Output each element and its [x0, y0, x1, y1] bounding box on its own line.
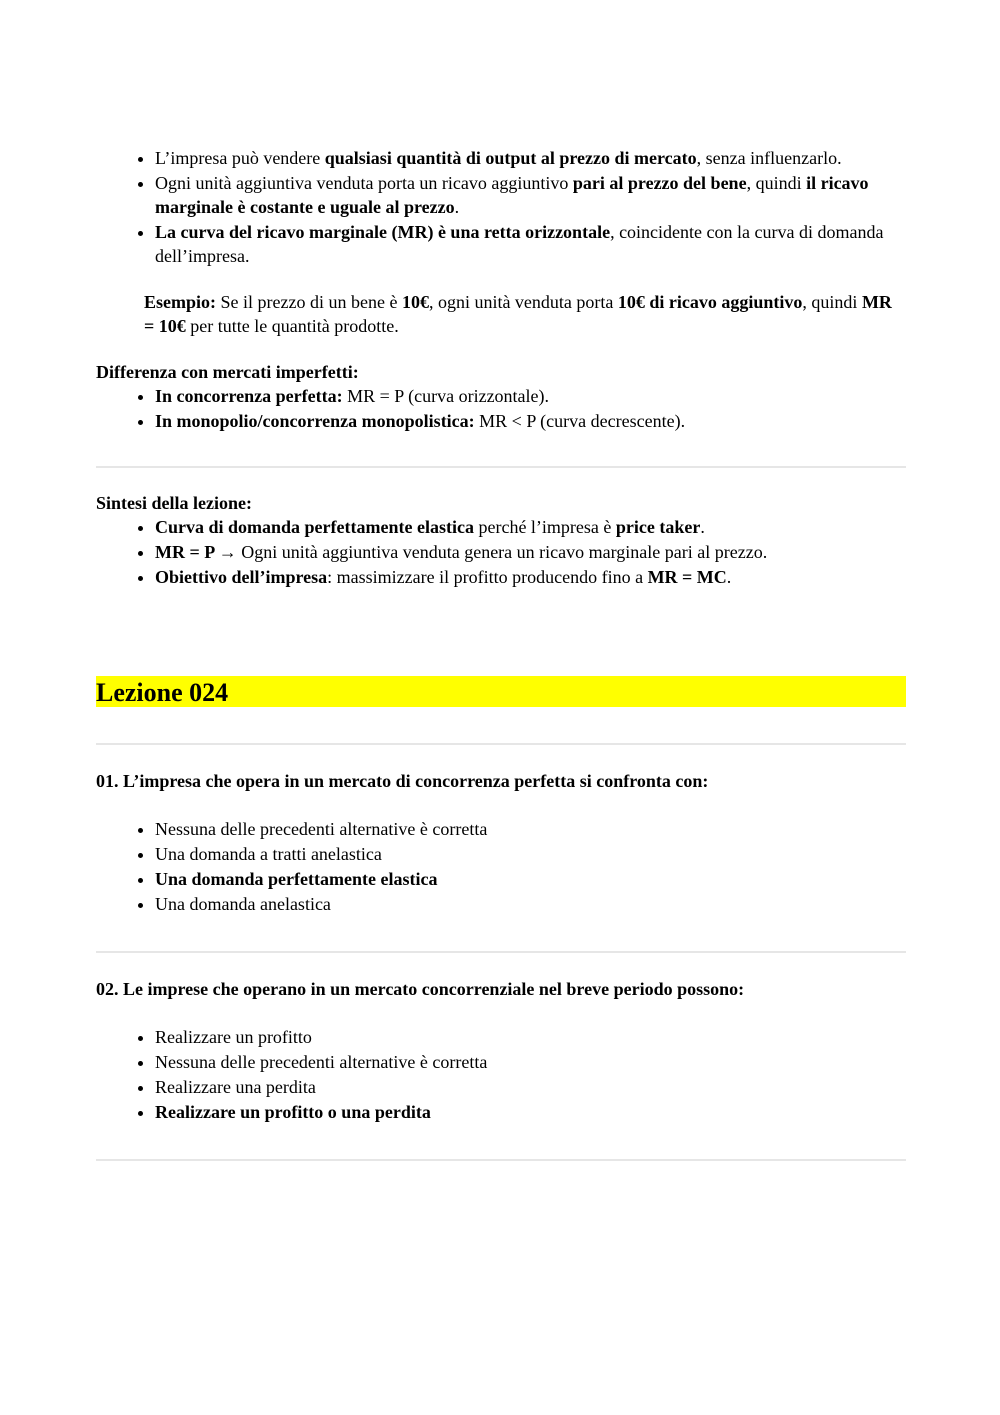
intro-bullet-list: [96, 146, 906, 268]
answer-list: [96, 1025, 906, 1124]
text: perché l’impresa è: [473, 517, 616, 537]
text: : massimizzare il profitto producendo fino a: [327, 567, 648, 587]
bold-text: Curva di domanda perfettamente elastica: [155, 517, 474, 537]
text: .: [454, 197, 460, 217]
list-item: [155, 515, 906, 539]
text: MR < P (curva decrescente).: [474, 411, 686, 431]
summary-heading: Sintesi della lezione:: [96, 493, 252, 513]
bold-text: La curva del ricavo marginale (MR) è una retta orizzontale: [155, 222, 611, 242]
list-item: [155, 171, 906, 219]
list-item: [155, 146, 906, 170]
answer-option: • Nessuna delle precedenti alternative è corretta: [155, 1050, 906, 1074]
bold-text: Obiettivo dell’impresa: [155, 567, 328, 587]
text: .: [700, 517, 705, 537]
answer-option: • Una domanda a tratti anelastica: [155, 842, 906, 866]
list-item: [155, 409, 906, 433]
answer-option: • Realizzare una perdita: [155, 1075, 906, 1099]
correct-answer: • Realizzare un profitto o una perdita: [155, 1100, 906, 1124]
bold-text: il ricavo marginale è costante e uguale al prezzo: [155, 173, 869, 217]
text: L’impresa può vendere: [155, 148, 325, 168]
list-item: [155, 384, 906, 408]
difference-heading: Differenza con mercati imperfetti:: [96, 362, 359, 382]
text: , senza influenzarlo.: [696, 148, 842, 168]
answer-option: • Una domanda anelastica: [155, 892, 906, 916]
question-text: 02. Le imprese che operano in un mercato concorrenziale nel breve periodo possono:: [96, 979, 745, 999]
bold-text: In monopolio/concorrenza monopolistica:: [155, 411, 475, 431]
lesson-title: Lezione 024: [96, 676, 906, 707]
bold-text: price taker: [615, 517, 701, 537]
text: , ogni unità venduta porta: [428, 292, 618, 312]
text: , quindi: [746, 173, 807, 193]
bold-text: MR = 10€: [144, 292, 892, 336]
text: , coincidente con la curva di domanda dell’impresa.: [155, 222, 884, 266]
answer-option: • Nessuna delle precedenti alternative è corretta: [155, 817, 906, 841]
bold-text: In concorrenza perfetta:: [155, 386, 343, 406]
answer-list: [96, 817, 906, 916]
text: .: [726, 567, 732, 587]
document-page: [96, 146, 906, 1161]
example-paragraph: [144, 290, 906, 338]
bold-text: MR = MC: [647, 567, 727, 587]
correct-answer: • Una domanda perfettamente elastica: [155, 867, 906, 891]
text: per tutte le quantità prodotte.: [185, 316, 399, 336]
answer-option: • Realizzare un profitto: [155, 1025, 906, 1049]
bold-text: pari al prezzo del bene: [572, 173, 747, 193]
text: Ogni unità aggiuntiva venduta porta un ricavo aggiuntivo: [155, 173, 573, 193]
question-text: 01. L’impresa che opera in un mercato di concorrenza perfetta si confronta con:: [96, 771, 709, 791]
divider: [96, 1159, 906, 1161]
list-item: [155, 565, 906, 589]
questions-section: [96, 745, 906, 1161]
bold-text: qualsiasi quantità di output al prezzo di mercato: [324, 148, 697, 168]
bold-text: MR = P →: [155, 542, 237, 562]
text: , quindi: [802, 292, 862, 312]
bold-text: 10€: [401, 292, 429, 312]
bold-text: Esempio:: [144, 292, 216, 312]
list-item: [155, 540, 906, 564]
text: Se il prezzo di un bene è: [216, 292, 402, 312]
text: MR = P (curva orizzontale).: [342, 386, 550, 406]
summary-bullet-list: [96, 515, 906, 589]
difference-bullet-list: [96, 384, 906, 433]
text: Ogni unità aggiuntiva venduta genera un ricavo marginale pari al prezzo.: [236, 542, 768, 562]
bold-text: 10€ di ricavo aggiuntivo: [617, 292, 803, 312]
list-item: [155, 220, 906, 268]
